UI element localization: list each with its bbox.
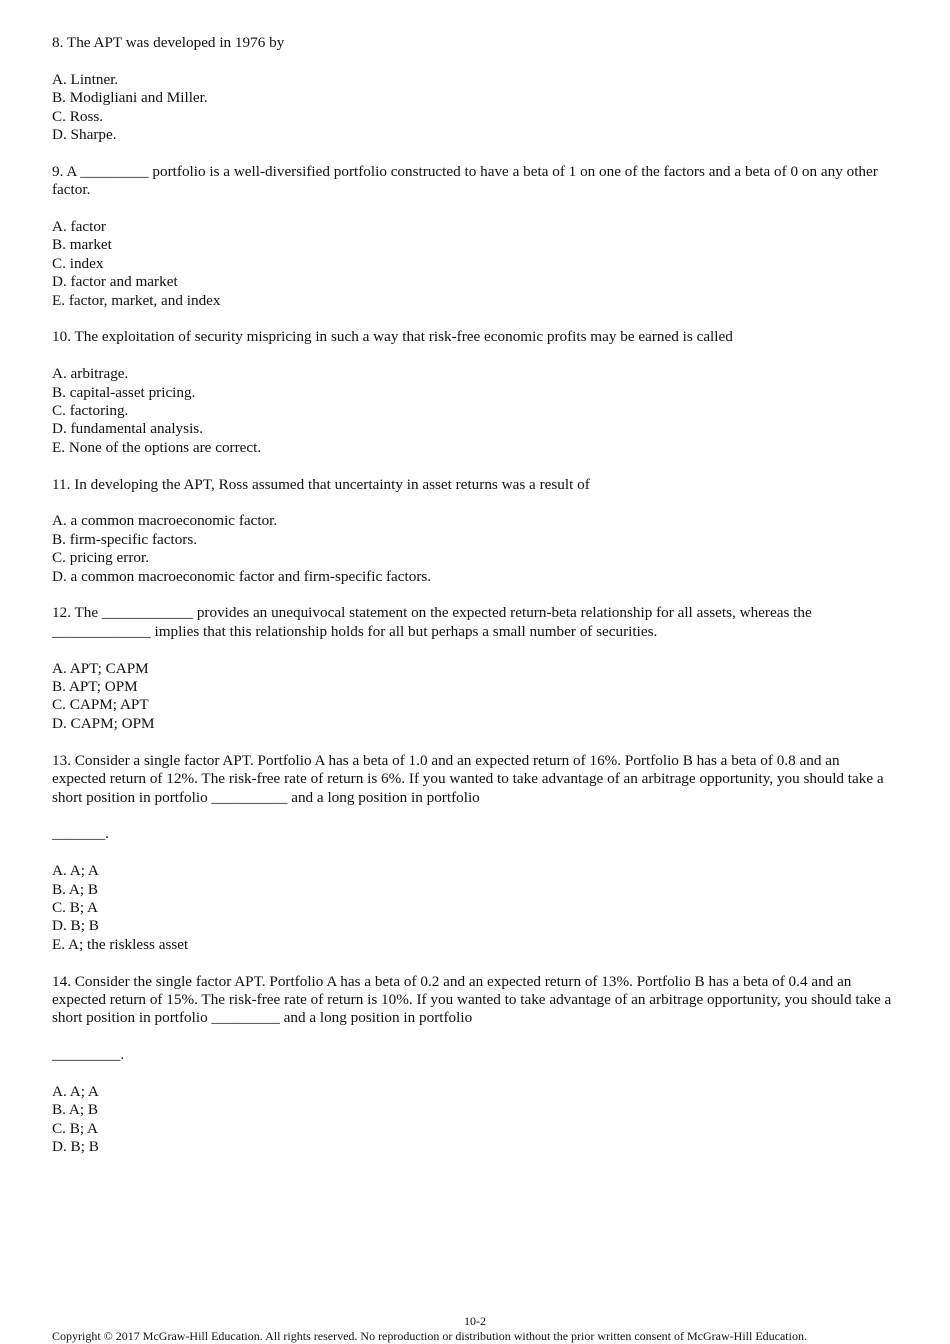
answer-option: C. factoring.: [52, 402, 129, 420]
answer-option: A. arbitrage.: [52, 365, 129, 383]
answer-option: D. CAPM; OPM: [52, 714, 155, 732]
answer-option: A. APT; CAPM: [52, 659, 149, 677]
question-stem: 11. In developing the APT, Ross assumed that uncertainty in asset returns was a result of: [52, 475, 590, 493]
answer-option: B. A; B: [52, 1101, 98, 1119]
answer-option: B. firm-specific factors.: [52, 530, 198, 548]
question-stem-blank: _______.: [52, 825, 109, 843]
answer-options: [52, 218, 897, 310]
answer-option: E. A; the riskless asset: [52, 935, 189, 953]
answer-options: [52, 1083, 897, 1157]
page-number: 10-2: [464, 1314, 486, 1328]
answer-option: E. None of the options are correct.: [52, 438, 262, 456]
answer-option: D. Sharpe.: [52, 126, 117, 144]
answer-option: A. a common macroeconomic factor.: [52, 512, 278, 530]
answer-option: D. factor and market: [52, 273, 178, 291]
answer-option: A. A; A: [52, 862, 99, 880]
question-stem: 8. The APT was developed in 1976 by: [52, 34, 285, 51]
question-12: [52, 604, 897, 733]
question-10: [52, 328, 897, 457]
answer-option: C. CAPM; APT: [52, 696, 149, 714]
answer-option: B. A; B: [52, 880, 98, 898]
answer-option: D. a common macroeconomic factor and firm-specific factors.: [52, 567, 432, 585]
question-stem: 14. Consider the single factor APT. Portfolio A has a beta of 0.2 and an expected return of 13%. Portfolio B has a beta of 0.4 and an expected return of 15%. The risk-free rate of return is 10%. If you wanted to take advantage of an arbitrage opportunity, you should take a short position in portfolio _________ and a long position in portfolio: [52, 972, 892, 1027]
answer-option: B. market: [52, 236, 112, 254]
answer-option: A. factor: [52, 218, 106, 236]
answer-option: D. fundamental analysis.: [52, 420, 203, 438]
answer-option: C. pricing error.: [52, 549, 150, 567]
question-9: [52, 163, 897, 310]
answer-options: [52, 660, 897, 734]
answer-option: B. APT; OPM: [52, 678, 138, 696]
question-stem-blank: _________.: [52, 1046, 125, 1064]
question-13: [52, 752, 897, 954]
answer-option: C. B; A: [52, 898, 98, 916]
copyright-notice: Copyright © 2017 McGraw-Hill Education. All rights reserved. No reproduction or distribution without the prior written consent of McGraw-Hill Education.: [52, 1329, 807, 1343]
question-list: [52, 34, 897, 1175]
answer-option: D. B; B: [52, 917, 99, 935]
question-stem: 9. A _________ portfolio is a well-diversified portfolio constructed to have a beta of 1 on one of the factors and a beta of 0 on any other factor.: [52, 162, 878, 199]
answer-option: C. index: [52, 254, 104, 272]
question-stem: 12. The ____________ provides an unequivocal statement on the expected return-beta relationship for all assets, whereas the _____________ implies that this relationship holds for all but perhaps a small number of securities.: [52, 604, 812, 640]
answer-option: B. Modigliani and Miller.: [52, 89, 208, 107]
answer-option: C. Ross.: [52, 107, 104, 125]
question-14: [52, 973, 897, 1157]
question-stem: 10. The exploitation of security mispricing in such a way that risk-free economic profits may be earned is called: [52, 328, 733, 346]
answer-option: A. Lintner.: [52, 70, 119, 88]
question-stem: 13. Consider a single factor APT. Portfolio A has a beta of 1.0 and an expected return of 16%. Portfolio B has a beta of 0.8 and an expected return of 12%. The risk-free rate of return is 6%. If you wanted to take advantage of an arbitrage opportunity, you should take a short position in portfolio __________ and a long position in portfolio: [52, 751, 884, 806]
answer-option: E. factor, market, and index: [52, 291, 221, 309]
answer-options: [52, 365, 897, 457]
answer-option: D. B; B: [52, 1138, 99, 1156]
question-11: [52, 476, 897, 586]
answer-option: A. A; A: [52, 1082, 99, 1100]
answer-options: [52, 71, 897, 145]
answer-options: [52, 512, 897, 586]
question-8: [52, 34, 897, 144]
answer-option: C. B; A: [52, 1119, 98, 1137]
answer-options: [52, 862, 897, 954]
answer-option: B. capital-asset pricing.: [52, 383, 196, 401]
